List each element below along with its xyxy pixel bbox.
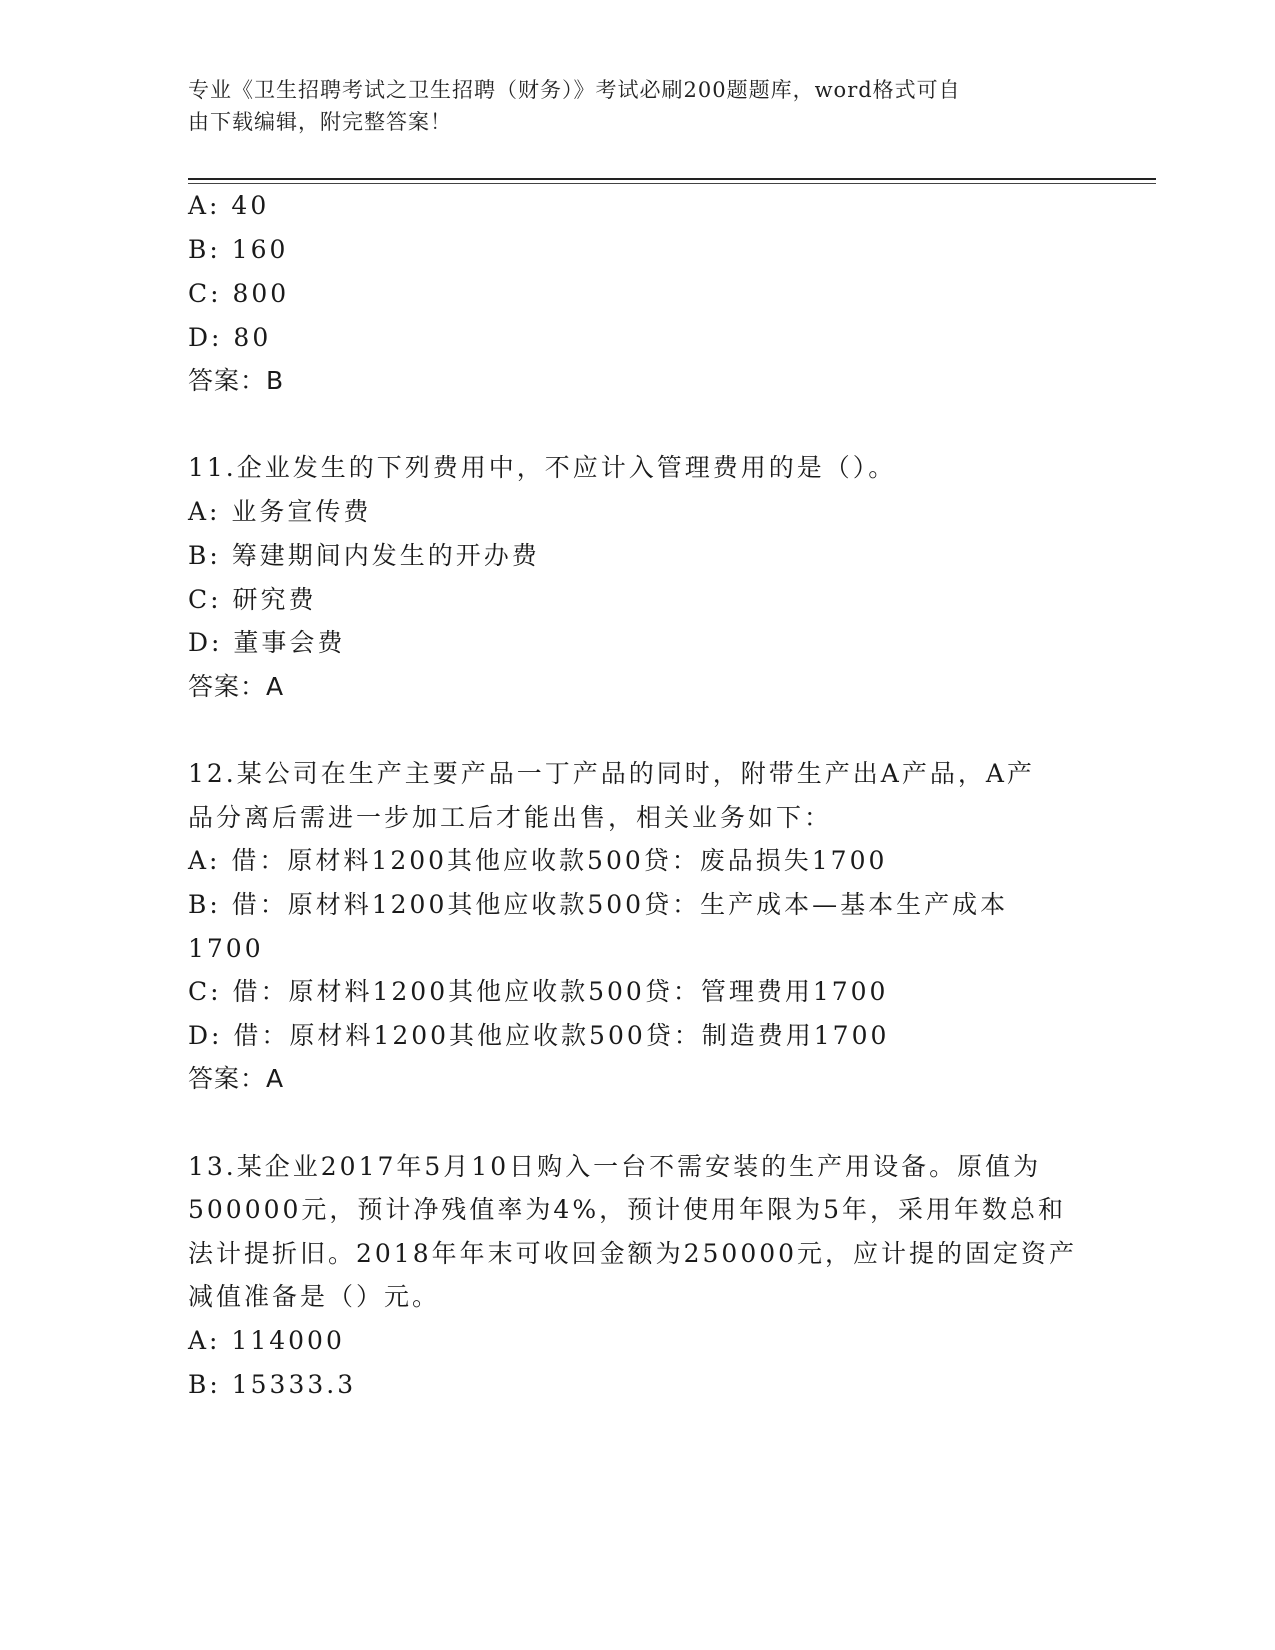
q10-option-c: C: 800	[188, 279, 290, 308]
q11-option-a: A: 业务宣传费	[188, 497, 372, 526]
header-rule-thin	[188, 183, 1156, 184]
q11-option-c: C: 研究费	[188, 585, 317, 614]
q12-option-b-continued: 1700	[188, 934, 264, 963]
q13-stem-line-1: 13.某企业2017年5月10日购入一台不需安装的生产用设备。原值为	[188, 1152, 1042, 1181]
q13-option-b: B: 15333.3	[188, 1370, 357, 1399]
q13-stem-line-3: 法计提折旧。2018年年末可收回金额为250000元，应计提的固定资产	[188, 1239, 1078, 1268]
header-rule-thick	[188, 178, 1156, 180]
q12-option-d: D: 借：原材料1200其他应收款500贷：制造费用1700	[188, 1021, 890, 1050]
q11-answer: 答案：A	[188, 672, 285, 701]
q13-stem-line-4: 减值准备是（）元。	[188, 1282, 441, 1311]
q12-option-c: C: 借：原材料1200其他应收款500贷：管理费用1700	[188, 977, 889, 1006]
q12-answer: 答案：A	[188, 1064, 285, 1093]
q10-option-a: A: 40	[188, 191, 270, 220]
header-line-2: 由下载编辑，附完整答案！	[188, 110, 452, 134]
q11-stem: 11.企业发生的下列费用中，不应计入管理费用的是（）。	[188, 453, 897, 482]
q13-option-a: A: 114000	[188, 1326, 345, 1355]
q12-stem-line-2: 品分离后需进一步加工后才能出售，相关业务如下：	[188, 803, 833, 832]
q11-option-d: D: 董事会费	[188, 628, 346, 657]
q11-option-b: B: 筹建期间内发生的开办费	[188, 541, 540, 570]
q12-stem-line-1: 12.某公司在生产主要产品一丁产品的同时，附带生产出A产品，A产	[188, 759, 1035, 788]
q10-option-d: D: 80	[188, 323, 272, 352]
document-header	[188, 74, 1068, 138]
q13-stem-line-2: 500000元，预计净残值率为4%，预计使用年限为5年，采用年数总和	[188, 1195, 1067, 1224]
header-line-1: 专业《卫生招聘考试之卫生招聘（财务）》考试必刷200题题库，word格式可自	[188, 78, 961, 102]
q10-answer: 答案：B	[188, 366, 285, 395]
q12-option-a: A: 借：原材料1200其他应收款500贷：废品损失1700	[188, 846, 888, 875]
q12-option-b: B: 借：原材料1200其他应收款500贷：生产成本—基本生产成本	[188, 890, 1009, 919]
q10-option-b: B: 160	[188, 235, 289, 264]
